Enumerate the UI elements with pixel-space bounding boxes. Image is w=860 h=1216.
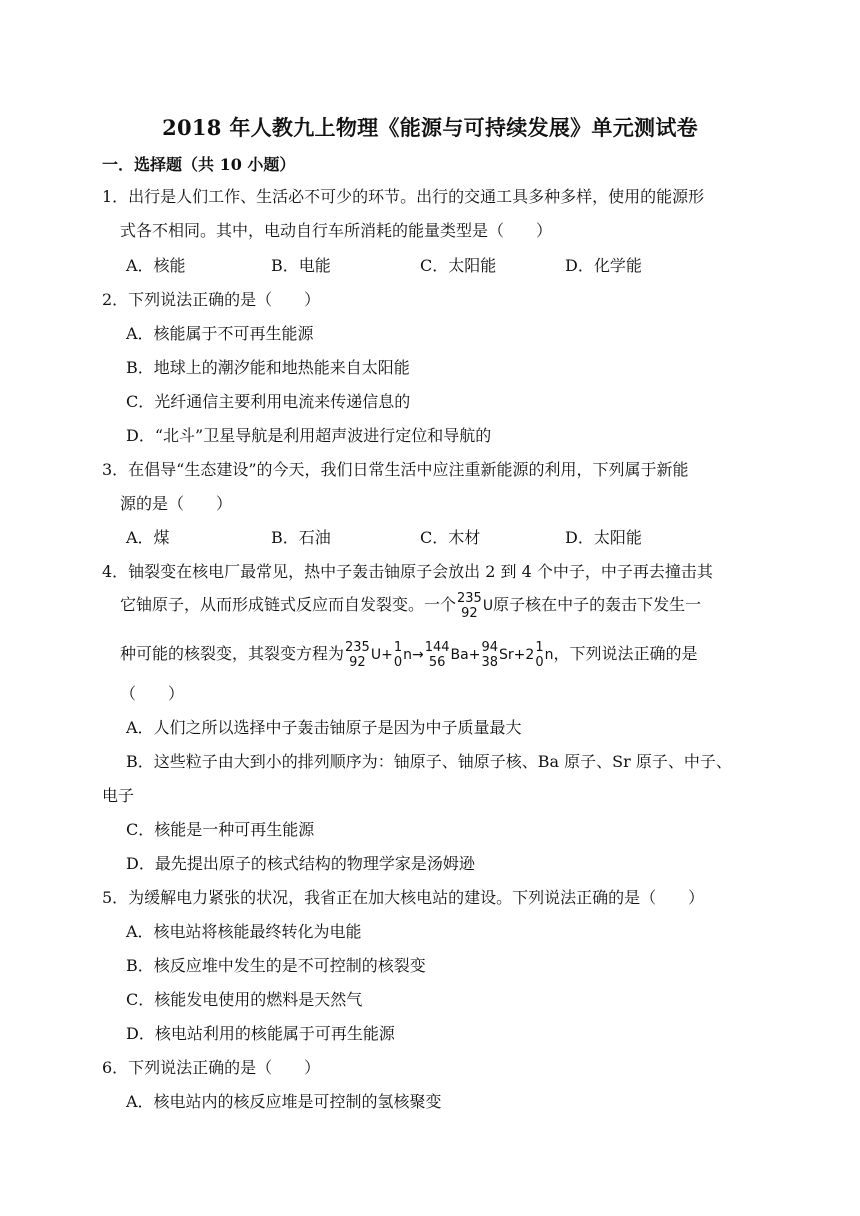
eq-uranium (345, 640, 370, 670)
q4-option-c[interactable]: C．核能是一种可再生能源 (126, 820, 315, 839)
eq-arrow: → (411, 647, 424, 663)
q4-line3-start: 种可能的核裂变，其裂变方程为 (120, 644, 345, 663)
eq-barium (425, 640, 450, 670)
eq-sr-symbol: Sr (499, 647, 514, 663)
uranium-isotope (457, 591, 482, 621)
fission-equation-line (120, 636, 697, 673)
eq-u-symbol: U (370, 647, 382, 663)
eq-sr-mass: 94 (481, 639, 499, 655)
question-5-text: 5．为缓解电力紧张的状况，我省正在加大核电站的建设。下列说法正确的是（ ） (102, 888, 705, 907)
q4-option-b[interactable]: B．这些粒子由大到小的排列顺序为：铀原子、铀原子核、Ba 原子、Sr 原子、中子、 (126, 752, 732, 771)
u-mass-number: 235 (457, 590, 482, 606)
q3-option-d[interactable]: D．太阳能 (565, 528, 642, 547)
eq-plus-two: +2 (513, 647, 535, 663)
eq-n2-mass: 1 (535, 639, 544, 655)
q4-option-b-cont: 电子 (102, 786, 135, 805)
q4-option-d[interactable]: D．最先提出原子的核式结构的物理学家是汤姆逊 (126, 854, 475, 873)
eq-ba-num: 56 (428, 654, 446, 670)
eq-n-num: 0 (393, 654, 403, 670)
eq-strontium (481, 640, 498, 670)
eq-sr-num: 38 (481, 654, 499, 670)
page-title: 2018 年人教九上物理《能源与可持续发展》单元测试卷 (162, 115, 698, 140)
q2-option-b[interactable]: B．地球上的潮汐能和地热能来自太阳能 (126, 358, 410, 377)
q6-option-a[interactable]: A．核电站内的核反应堆是可控制的氢核聚变 (126, 1092, 442, 1111)
q5-option-c[interactable]: C．核能发电使用的燃料是天然气 (126, 990, 363, 1009)
question-1-text-cont: 式各不相同。其中，电动自行车所消耗的能量类型是（ ） (120, 221, 553, 240)
q5-option-d[interactable]: D．核电站利用的核能属于可再生能源 (126, 1024, 395, 1043)
eq-n-symbol: n (403, 647, 412, 663)
q2-option-d[interactable]: D．“北斗”卫星导航是利用超声波进行定位和导航的 (126, 426, 492, 445)
eq-n2-num: 0 (535, 654, 544, 670)
q4-line2-end: 原子核在中子的轰击下发生一 (493, 595, 702, 614)
q2-option-c[interactable]: C．光纤通信主要利用电流来传递信息的 (126, 392, 411, 411)
q1-option-c[interactable]: C．太阳能 (420, 256, 497, 275)
uranium-symbol: U (482, 598, 494, 614)
q5-option-a[interactable]: A．核电站将核能最终转化为电能 (126, 922, 362, 941)
q2-option-a[interactable]: A．核能属于不可再生能源 (126, 324, 314, 343)
q3-option-a[interactable]: A．煤 (126, 528, 170, 547)
eq-u-num: 92 (349, 654, 366, 670)
question-3-text: 3．在倡导“生态建设”的今天，我们日常生活中应注重新能源的利用，下列属于新能 (102, 460, 689, 479)
eq-neutron-2 (535, 640, 543, 670)
section-heading: 一．选择题（共 10 小题） (102, 155, 296, 174)
eq-n2-symbol: n (544, 647, 554, 663)
q1-option-d[interactable]: D．化学能 (565, 256, 642, 275)
question-1-text: 1．出行是人们工作、生活必不可少的环节。出行的交通工具多种多样，使用的能源形 (102, 187, 705, 206)
question-2-text: 2．下列说法正确的是（ ） (102, 290, 321, 309)
eq-u-mass: 235 (345, 639, 370, 655)
eq-ba-mass: 144 (424, 639, 450, 655)
q1-option-a[interactable]: A．核能 (126, 256, 186, 275)
eq-plus: + (381, 647, 393, 663)
eq-neutron (394, 640, 402, 670)
q1-option-b[interactable]: B．电能 (271, 256, 331, 275)
eq-ba-symbol: Ba (450, 647, 469, 663)
q4-option-a[interactable]: A．人们之所以选择中子轰击铀原子是因为中子质量最大 (126, 718, 522, 737)
question-3-text-cont: 源的是（ ） (120, 494, 233, 513)
question-4-blank: （ ） (120, 684, 185, 703)
q3-option-c[interactable]: C．木材 (420, 528, 481, 547)
q4-line2-start: 它铀原子，从而形成链式反应而自发裂变。一个 (120, 595, 457, 614)
u-atomic-number: 92 (461, 605, 478, 621)
q5-option-b[interactable]: B．核反应堆中发生的是不可控制的核裂变 (126, 956, 426, 975)
question-4-text: 4．铀裂变在核电厂最常见，热中子轰击铀原子会放出 2 到 4 个中子，中子再去撞击其 (102, 562, 713, 581)
q3-option-b[interactable]: B．石油 (271, 528, 331, 547)
question-6-text: 6．下列说法正确的是（ ） (102, 1058, 321, 1077)
eq-plus-2: + (468, 647, 481, 663)
q4-line3-end: ，下列说法正确的是 (553, 644, 698, 663)
eq-n-mass: 1 (393, 639, 403, 655)
question-4-text-cont (120, 587, 701, 624)
